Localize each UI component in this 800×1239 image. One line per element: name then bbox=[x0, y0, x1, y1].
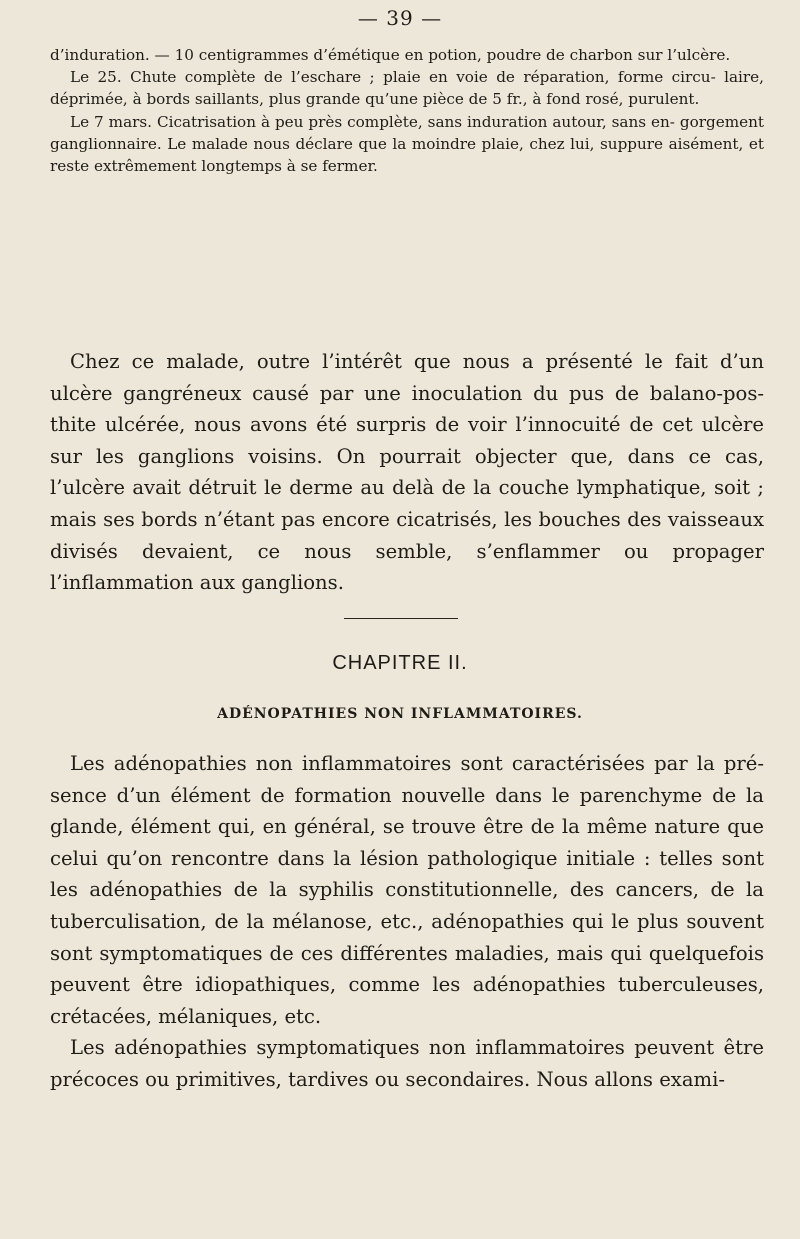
case-note-paragraph: Le 7 mars. Cicatrisation à peu près complète, sans induration autour, sans en- gorgement ganglionnaire. Le malade nous déclare que la moindre plaie, chez lui, suppure aisément, et reste extrêmement longtemps à se fermer. bbox=[50, 112, 764, 176]
body-paragraph: Les adénopathies non inflammatoires sont caractérisées par la pré- sence d’un élément de formation nouvelle dans le parenchyme de la glande, élément qui, en général, se trouve être de la même nature que celui qu’on rencontre dans la lésion pathologique initiale : telles sont les adénopathies de la syphilis constitutionnelle, des cancers, de la tuberculisation, de la mélanose, etc., adénopathies qui le plus souvent sont symptomatiques de ces différentes maladies, mais qui quelquefois peuvent être idiopathiques, comme les adénopathies tuberculeuses, crétacées, mélaniques, etc. bbox=[50, 752, 764, 1028]
page-number: — 39 — bbox=[357, 6, 443, 30]
case-note-paragraph: Le 25. Chute complète de l’eschare ; plaie en voie de réparation, forme circu- laire, déprimée, à bords saillants, plus grande qu’une pièce de 5 fr., à fond rosé, purulent. bbox=[50, 68, 764, 109]
case-note-paragraph: d’induration. — 10 centigrammes d’émétique en potion, poudre de charbon sur l’ulcère. bbox=[50, 46, 731, 64]
chapter-body bbox=[50, 748, 764, 1096]
body-paragraph: Les adénopathies symptomatiques non inflammatoires peuvent être précoces ou primitives, tardives ou secondaires. Nous allons exami- bbox=[50, 1036, 764, 1091]
case-notes bbox=[50, 44, 764, 177]
chapter-title: CHAPITRE II. bbox=[332, 652, 468, 674]
chapter-subtitle: ADÉNOPATHIES NON INFLAMMATOIRES. bbox=[217, 706, 583, 722]
commentary-paragraph: Chez ce malade, outre l’intérêt que nous a présenté le fait d’un ulcère gangréneux causé par une inoculation du pus de balano-pos- thite ulcérée, nous avons été surpris de voir l’innocuité de cet ulcère sur les ganglions voisins. On pourrait objecter que, dans ce cas, l’ulcère avait détruit le derme au delà de la couche lymphatique, soit ; mais ses bords n’étant pas encore cicatrisés, les bouches des vaisseaux divisés devaient, ce nous semble, s’enflammer ou propager l’inflammation aux ganglions. bbox=[50, 350, 764, 595]
section-divider bbox=[344, 618, 458, 619]
commentary-section bbox=[50, 346, 764, 599]
